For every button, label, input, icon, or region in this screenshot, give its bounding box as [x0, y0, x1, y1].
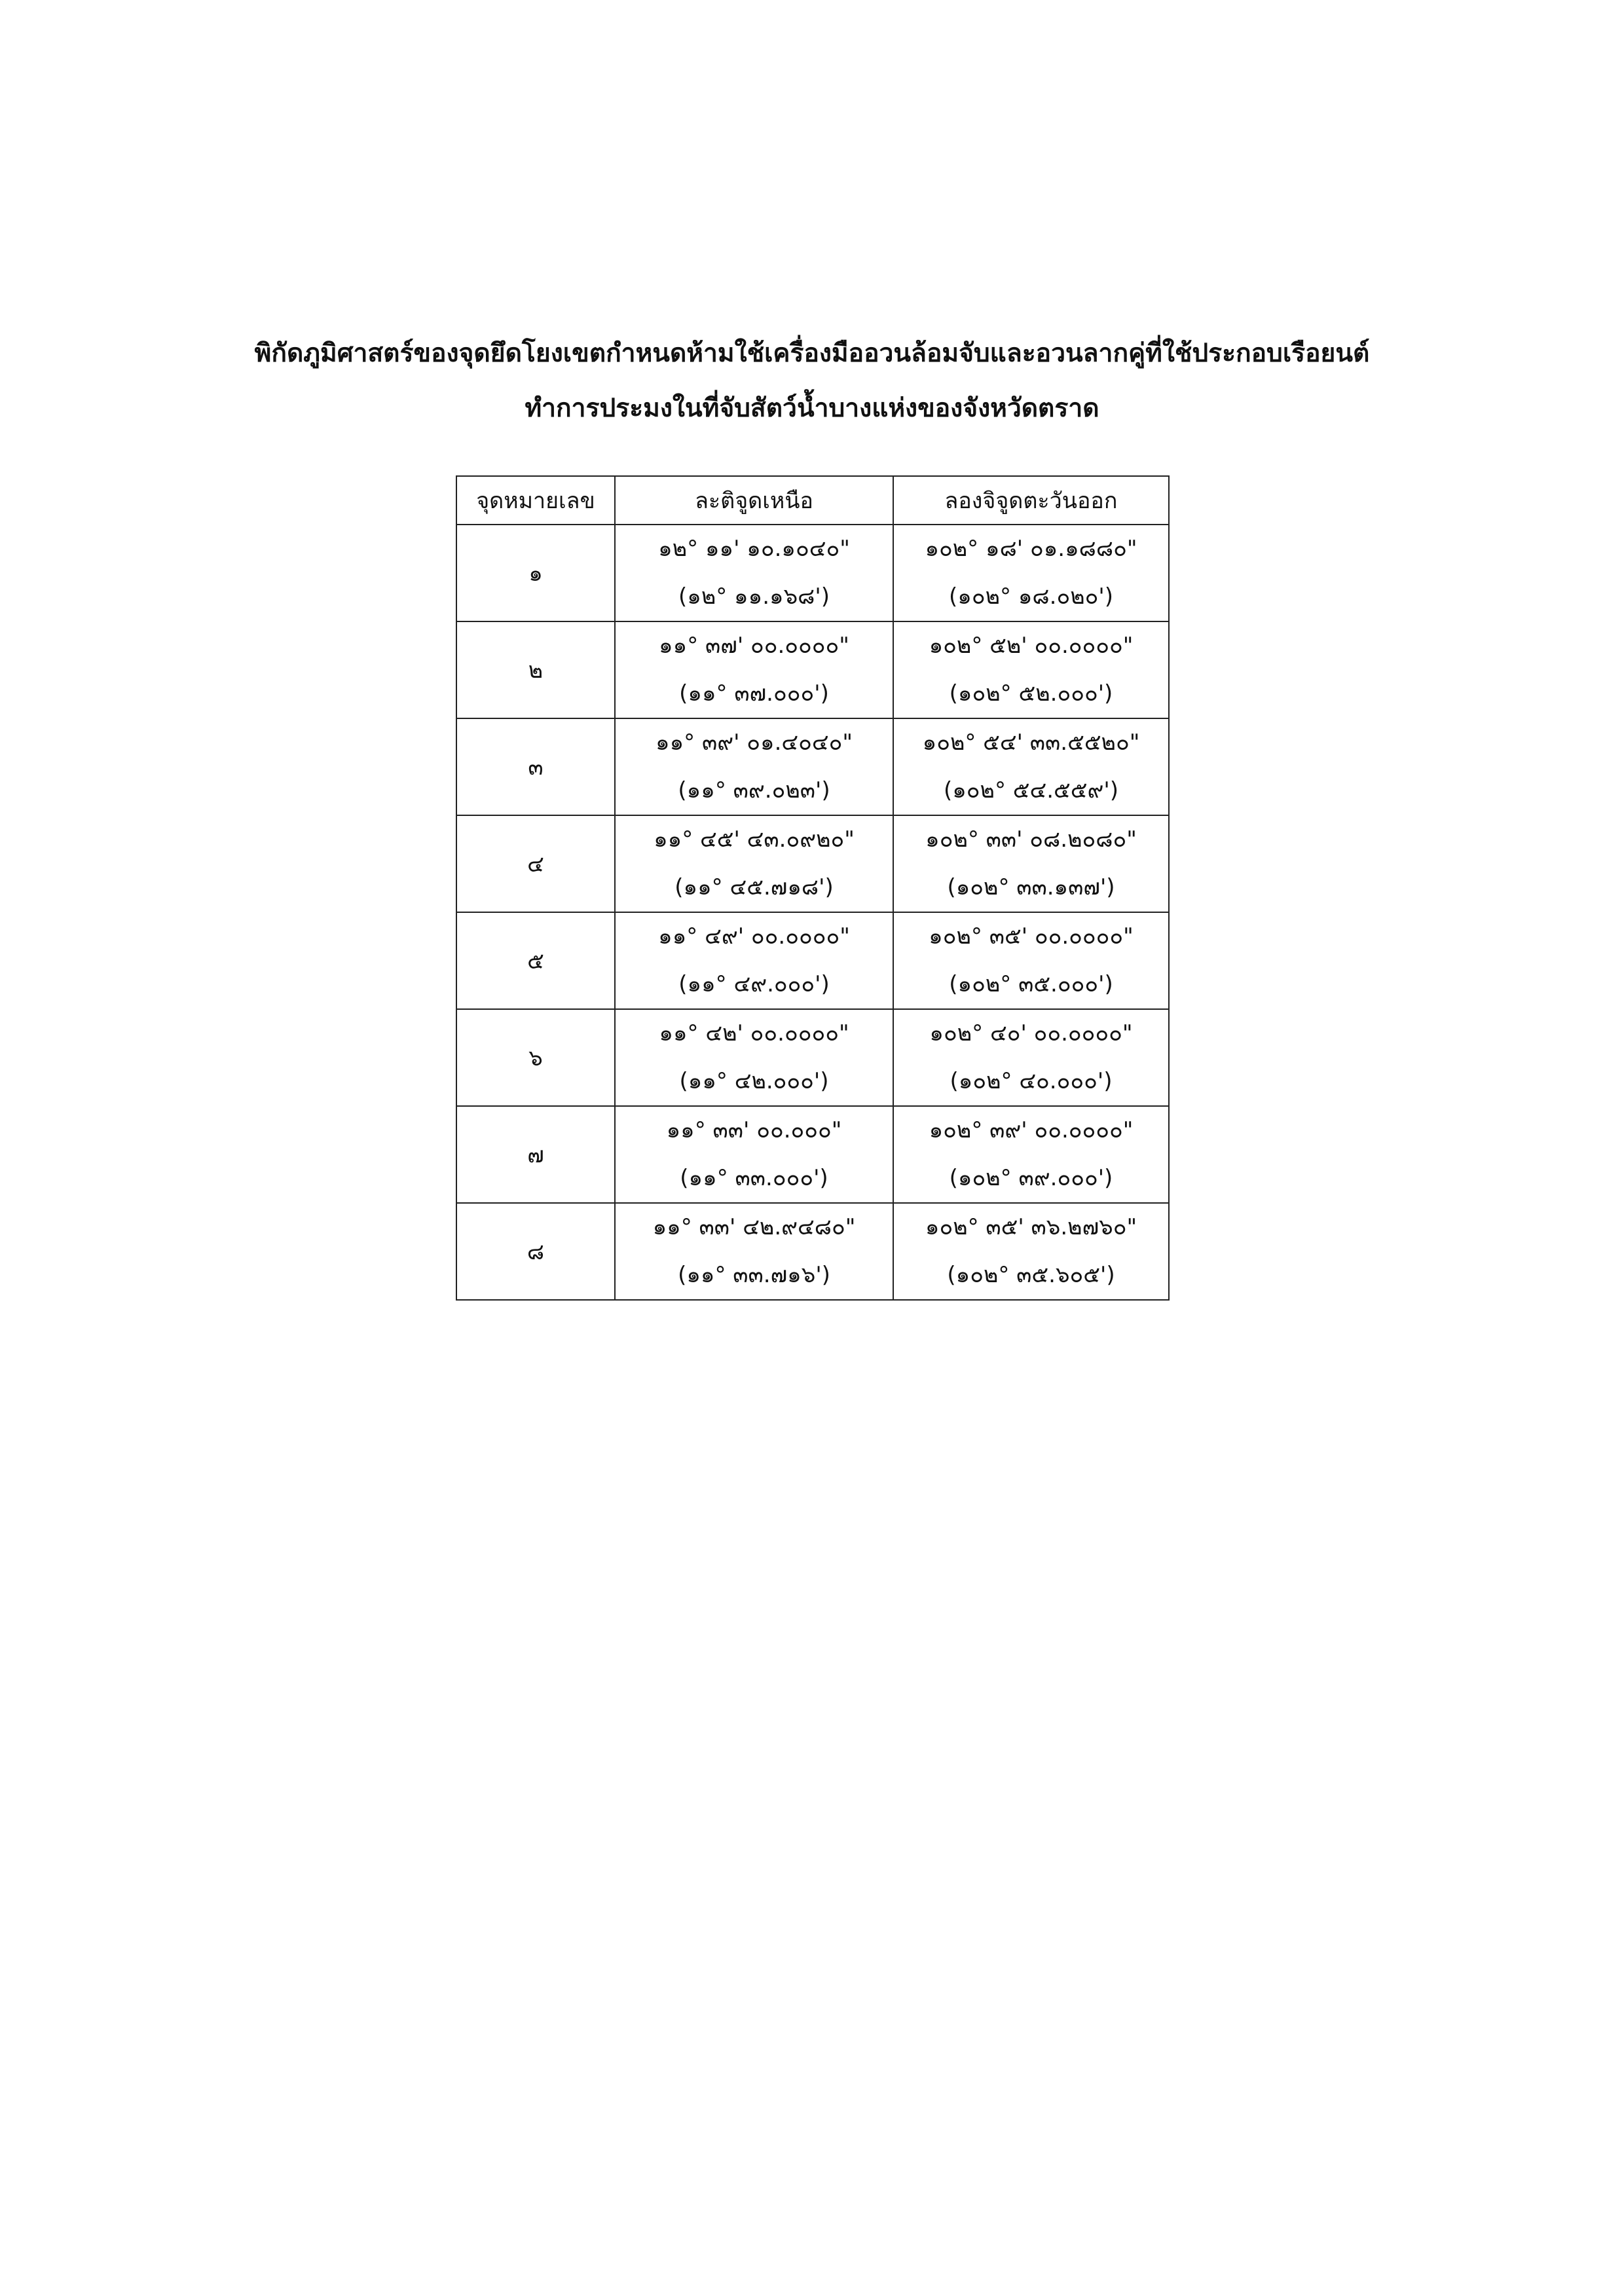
latitude-cell — [615, 1106, 893, 1203]
point-number-cell: ๔ — [456, 815, 615, 912]
longitude-dms: ๑๐๒° ๓๕' ๐๐.๐๐๐๐" — [929, 923, 1134, 950]
header-latitude: ละติจูดเหนือ — [615, 476, 893, 525]
table-header — [456, 476, 1169, 525]
longitude-dms: ๑๐๒° ๔๐' ๐๐.๐๐๐๐" — [929, 1020, 1133, 1046]
table-row — [456, 1009, 1169, 1106]
longitude-dm: (๑๐๒° ๓๓.๑๓๗') — [947, 874, 1115, 900]
latitude-cell — [615, 1203, 893, 1300]
table-body — [456, 525, 1169, 1300]
longitude-dm: (๑๐๒° ๓๕.๖๐๕') — [947, 1262, 1115, 1288]
latitude-dm: (๑๑° ๔๕.๗๑๘') — [674, 874, 834, 900]
latitude-dm: (๑๑° ๓๓.๐๐๐') — [680, 1165, 828, 1191]
longitude-cell — [893, 912, 1169, 1009]
longitude-cell — [893, 718, 1169, 815]
latitude-cell — [615, 621, 893, 718]
longitude-dm: (๑๐๒° ๕๒.๐๐๐') — [949, 680, 1113, 707]
longitude-dms: ๑๐๒° ๕๒' ๐๐.๐๐๐๐" — [929, 633, 1134, 659]
header-longitude: ลองจิจูดตะวันออก — [893, 476, 1169, 525]
latitude-dms: ๑๑° ๔๕' ๔๓.๐๙๒๐" — [654, 826, 855, 853]
longitude-dm: (๑๐๒° ๑๘.๐๒๐') — [949, 583, 1113, 610]
point-number-cell: ๑ — [456, 525, 615, 621]
latitude-dms: ๑๑° ๓๗' ๐๐.๐๐๐๐" — [659, 633, 849, 659]
table-header-row — [456, 476, 1169, 525]
latitude-dms: ๑๑° ๔๒' ๐๐.๐๐๐๐" — [659, 1020, 849, 1046]
table-row — [456, 1106, 1169, 1203]
latitude-dm: (๑๑° ๓๓.๗๑๖') — [678, 1262, 830, 1288]
longitude-cell — [893, 1009, 1169, 1106]
longitude-cell — [893, 1106, 1169, 1203]
latitude-cell — [615, 525, 893, 621]
latitude-cell — [615, 912, 893, 1009]
table-row — [456, 1203, 1169, 1300]
latitude-dms: ๑๑° ๓๓' ๔๒.๙๔๘๐" — [652, 1214, 856, 1240]
longitude-dm: (๑๐๒° ๓๙.๐๐๐') — [949, 1165, 1113, 1191]
table-row — [456, 621, 1169, 718]
longitude-cell — [893, 1203, 1169, 1300]
latitude-dm: (๑๑° ๓๙.๐๒๓') — [678, 777, 830, 804]
point-number-cell: ๘ — [456, 1203, 615, 1300]
latitude-cell — [615, 1009, 893, 1106]
coordinates-table — [456, 475, 1170, 1301]
point-number-cell: ๕ — [456, 912, 615, 1009]
latitude-dms: ๑๒° ๑๑' ๑๐.๑๐๔๐" — [658, 536, 850, 562]
longitude-dms: ๑๐๒° ๑๘' ๐๑.๑๘๘๐" — [925, 536, 1137, 562]
latitude-dm: (๑๑° ๔๙.๐๐๐') — [678, 971, 830, 997]
point-number-cell: ๗ — [456, 1106, 615, 1203]
longitude-dms: ๑๐๒° ๓๓' ๐๘.๒๐๘๐" — [925, 826, 1137, 853]
longitude-dms: ๑๐๒° ๓๙' ๐๐.๐๐๐๐" — [929, 1117, 1134, 1143]
table-row — [456, 718, 1169, 815]
longitude-cell — [893, 815, 1169, 912]
point-number-cell: ๒ — [456, 621, 615, 718]
longitude-dms: ๑๐๒° ๓๕' ๓๖.๒๗๖๐" — [925, 1214, 1137, 1240]
latitude-dm: (๑๑° ๔๒.๐๐๐') — [679, 1068, 829, 1094]
table-row — [456, 912, 1169, 1009]
longitude-dm: (๑๐๒° ๔๐.๐๐๐') — [950, 1068, 1113, 1094]
document-title-line-2: ทำการประมงในที่จับสัตว์น้ำบางแห่งของจังหวัดตราด — [525, 394, 1099, 423]
latitude-dms: ๑๑° ๔๙' ๐๐.๐๐๐๐" — [658, 923, 850, 950]
longitude-dm: (๑๐๒° ๓๕.๐๐๐') — [949, 971, 1113, 997]
latitude-cell — [615, 718, 893, 815]
latitude-dms: ๑๑° ๓๙' ๐๑.๔๐๔๐" — [655, 730, 853, 756]
latitude-dm: (๑๒° ๑๑.๑๖๘') — [678, 583, 830, 610]
point-number-cell: ๓ — [456, 718, 615, 815]
latitude-dms: ๑๑° ๓๓' ๐๐.๐๐๐" — [666, 1117, 842, 1143]
longitude-dm: (๑๐๒° ๕๔.๕๕๙') — [943, 777, 1119, 804]
table-row — [456, 815, 1169, 912]
document-title-line-1: พิกัดภูมิศาสตร์ของจุดยึดโยงเขตกำหนดห้ามใช้เครื่องมืออวนล้อมจับและอวนลากคู่ที่ใช้ประกอบเรือยนต์ — [254, 339, 1370, 368]
point-number-cell: ๖ — [456, 1009, 615, 1106]
longitude-dms: ๑๐๒° ๕๔' ๓๓.๕๕๒๐" — [922, 730, 1140, 756]
longitude-cell — [893, 525, 1169, 621]
longitude-cell — [893, 621, 1169, 718]
table-row — [456, 525, 1169, 621]
header-point-number: จุดหมายเลข — [456, 476, 615, 525]
latitude-dm: (๑๑° ๓๗.๐๐๐') — [679, 680, 829, 707]
latitude-cell — [615, 815, 893, 912]
